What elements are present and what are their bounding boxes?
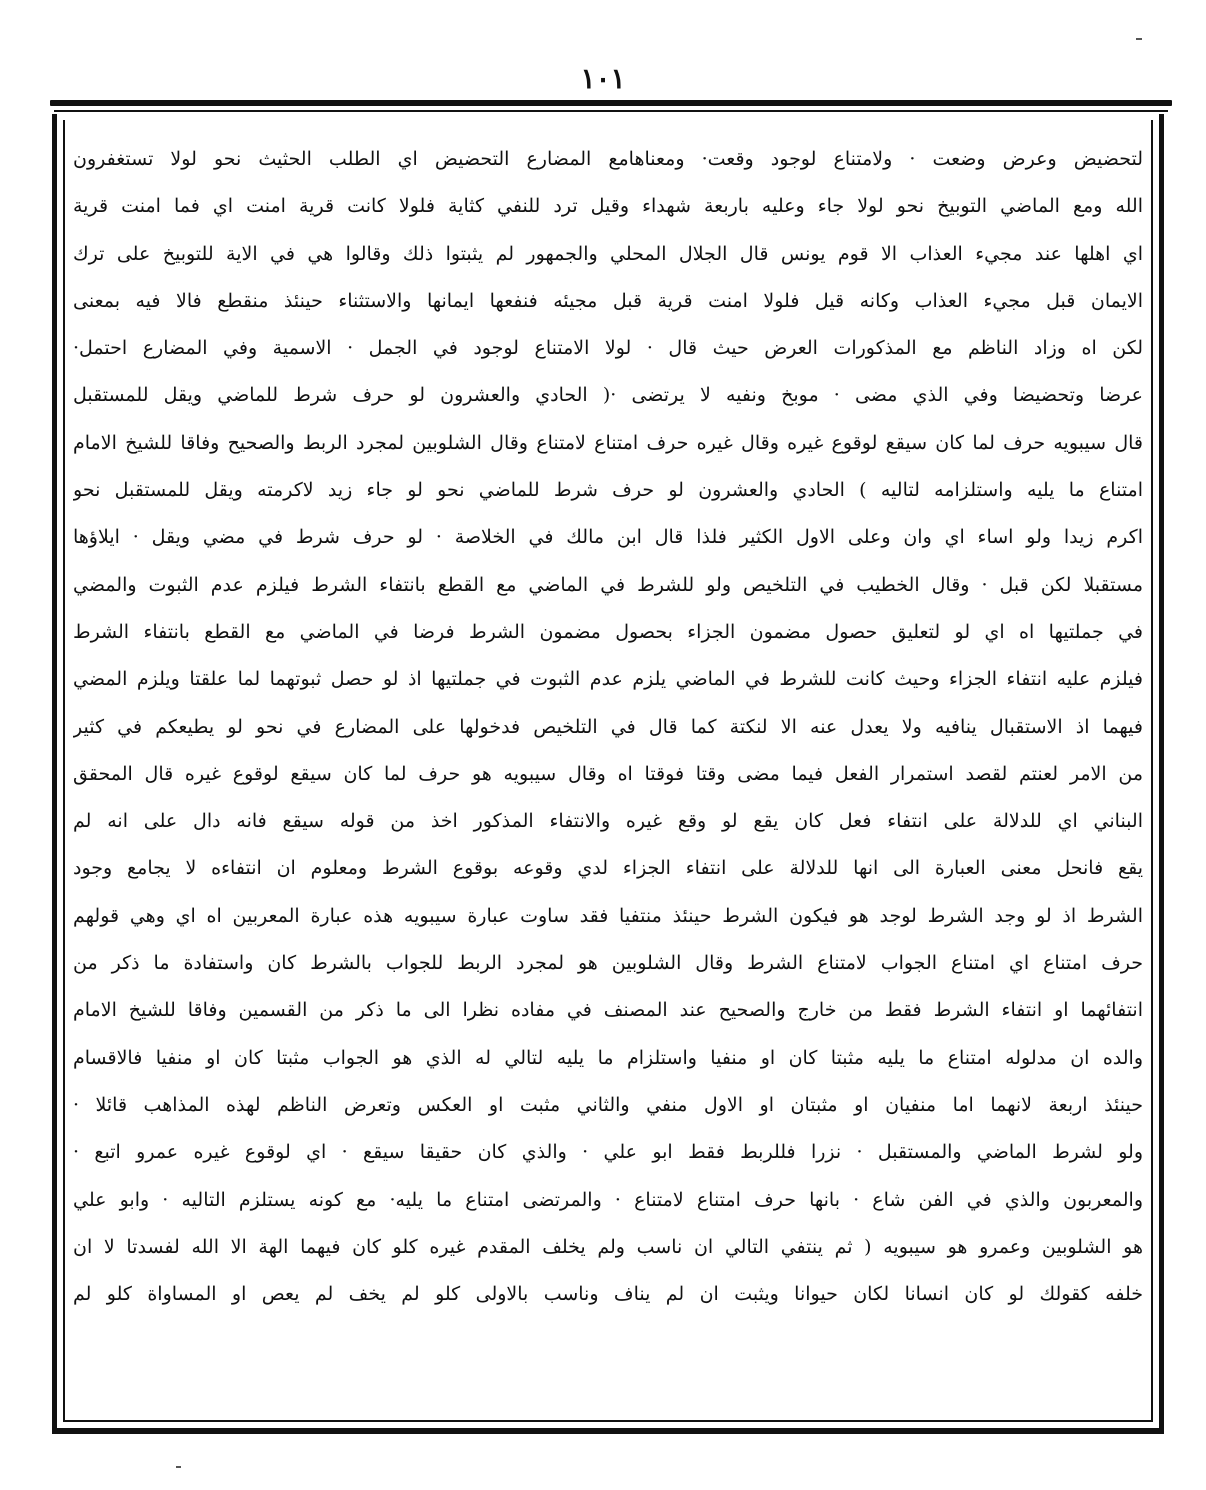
top-rule-thick (50, 100, 1172, 106)
text-line: اكرم زيدا ولو اساء اي وان وعلى الاول الكثير فلذا قال ابن مالك في الخلاصة · لو حرف شرط في مضي ويقل · ايلاؤها (73, 526, 1143, 549)
stray-ink-mark (1136, 38, 1142, 40)
page-number: ١٠١ (580, 62, 626, 95)
text-line: الشرط اذ لو وجد الشرط لوجد هو فيكون الشرط حينئذ منتفيا فقد ساوت عبارة سيبويه هذه عبارة المعربين اه اي وهي قولهم (73, 904, 1143, 927)
text-line: امتناع ما يليه واستلزامه لتاليه ) الحادي والعشرون لو حرف شرط للماضي نحو لو جاء زيد لاكرمته ويقل للمستقبل نحو (73, 479, 1143, 502)
text-line: هو الشلوبين وعمرو هو سيبويه ( ثم ينتفي التالي ان ناسب ولم يخلف المقدم غيره كلو كان فيهما الهة الا الله لفسدتا لا ان (73, 1235, 1143, 1258)
text-line: اي اهلها عند مجيء العذاب الا قوم يونس قال الجلال المحلي والجمهور لم يثبتوا ذلك وقالوا هي في الاية للتوبيخ على ترك (73, 242, 1143, 265)
text-line: ولو لشرط الماضي والمستقبل · نزرا فللربط فقط ابو علي · والذي كان حقيقا سيقع · اي لوقوع غيره عمرو اتبع · (73, 1141, 1143, 1164)
stray-ink-mark (176, 1466, 181, 1468)
top-rule-thin (54, 110, 1168, 112)
text-line: في جملتيها اه اي لو لتعليق حصول مضمون الجزاء بحصول مضمون الشرط فرضا في الماضي مع القطع بانتفاء الشرط (73, 620, 1143, 643)
text-line: من الامر لعنتم لقصد استمرار الفعل فيما مضى وقتا فوقتا اه وقال سيبويه هو حرف لما كان سيقع لوقوع غيره قال المحقق (73, 762, 1143, 785)
text-line: الله ومع الماضي التوبيخ نحو لولا جاء وعليه باربعة شهداء وقيل ترد للنفي كثاية فلولا كانت قرية امنت اي فما امنت قرية (73, 195, 1143, 218)
text-line: والمعربون والذي في الفن شاع · بانها حرف امتناع لامتناع · والمرتضى امتناع ما يليه· مع كونه يستلزم التاليه · وابو علي (73, 1188, 1143, 1211)
text-line: مستقبلا لكن قبل · وقال الخطيب في التلخيص ولو للشرط في الماضي مع القطع بانتفاء الشرط فيلزم عدم الثبوت والمضي (73, 573, 1143, 596)
text-line: الايمان قبل مجيء العذاب وكانه قيل فلولا امنت قرية قبل مجيئه فنفعها ايمانها والاستثناء حينئذ منقطع فالا فيه بمعنى (73, 289, 1143, 312)
text-line: فيهما اذ الاستقبال ينافيه ولا يعدل عنه الا لنكتة كما قال في التلخيص فدخولها على المضارع في نحو لو يطيعكم في كثير (73, 715, 1143, 738)
text-line: عرضا وتحضيضا وفي الذي مضى · موبخ ونفيه لا يرتضى ·( الحادي والعشرون لو حرف شرط للماضي ويقل للمستقبل (73, 384, 1143, 407)
text-line: يقع فانحل معنى العبارة الى انها للدلالة على انتفاء الجزاء لدي وقوعه بوقوع الشرط ومعلوم ان انتفاءه لا يجامع وجود (73, 857, 1143, 880)
text-line: لكن اه وزاد الناظم مع المذكورات العرض حيث قال · لولا الامتناع لوجود في الجمل · الاسمية وفي المضارع احتمل· (73, 337, 1143, 360)
body-text (73, 136, 1143, 1318)
text-line: والده ان مدلوله امتناع ما يليه مثبتا كان او منفيا واستلزام ما يليه لتالي له الذي هو الجواب مثبتا كان او منفيا فالاقسام (73, 1046, 1143, 1069)
text-line: انتفائهما او انتفاء الشرط فقط من خارج والصحيح عند المصنف في مفاده نظرا الى ما ذكر من القسمين وفاقا للشيخ الامام (73, 999, 1143, 1022)
text-line: قال سيبويه حرف لما كان سيقع لوقوع غيره وقال غيره حرف امتناع لامتناع وقال الشلوبين لمجرد الربط والصحيح وفاقا للشيخ الامام (73, 431, 1143, 454)
page-frame (52, 114, 1164, 1434)
text-line: لتحضيض وعرض وضعت · ولامتناع لوجود وقعت· ومعناهامع المضارع التحضيض اي الطلب الحثيث نحو لولا تستغفرون (73, 148, 1143, 170)
text-line: خلفه كقولك لو كان انسانا لكان حيوانا ويثبت ان لم يناف وناسب بالاولى كلو لم يخف لم يعص او المساواة كلو لم (73, 1283, 1143, 1306)
text-line: البناني اي للدلالة على انتفاء فعل كان يقع لو وقع غيره والانتفاء المذكور اخذ من قوله سيقع فانه دال على انه لم (73, 810, 1143, 833)
text-line: حرف امتناع اي امتناع الجواب لامتناع الشرط وقال الشلوبين هو لمجرد الربط للجواب بالشرط كان واستفادة ما ذكر من (73, 952, 1143, 975)
text-line: حينئذ اربعة لانهما اما منفيان او مثبتان او الاول منفي والثاني مثبت او العكس وتعرض الناظم لهذه المذاهب قائلا · (73, 1093, 1143, 1116)
text-line: فيلزم عليه انتفاء الجزاء وحيث كانت للشرط في الماضي يلزم عدم الثبوت في جملتيها اذ لو حصل ثبوتهما لما علقتا ويلزم المضي (73, 668, 1143, 691)
